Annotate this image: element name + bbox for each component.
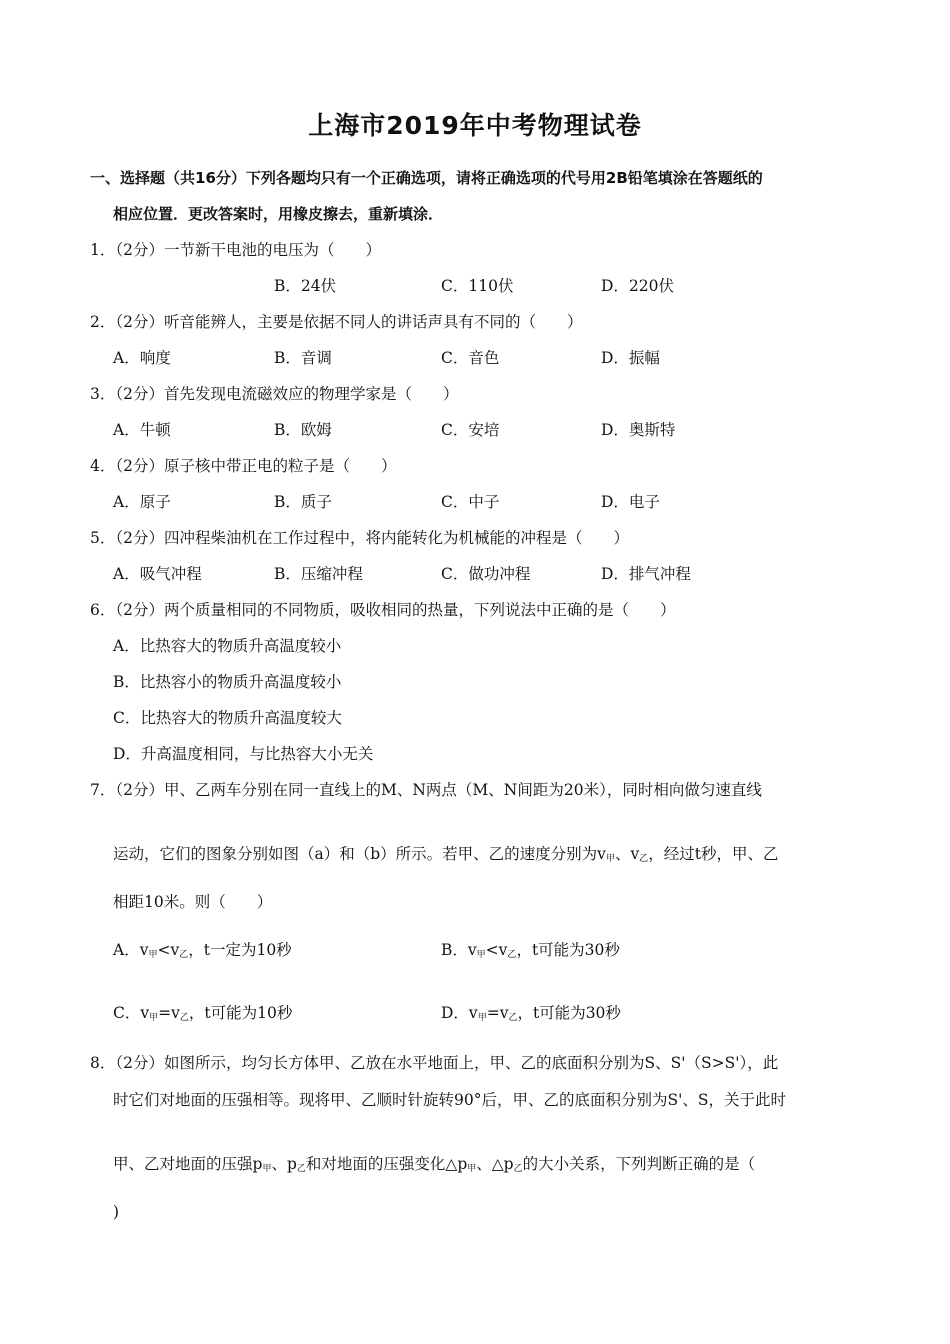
page-title: 上海市2019年中考物理试卷	[308, 111, 642, 140]
question-3-option-b: B．欧姆	[274, 421, 332, 439]
question-1-stem: 1．（2分）一节新干电池的电压为（ ）	[90, 241, 381, 259]
question-4-option-d: D．电子	[601, 493, 660, 511]
question-2-option-a: A．响度	[113, 349, 171, 367]
question-4-option-b: B．质子	[274, 493, 332, 511]
question-1-option-c: C．110伏	[441, 277, 514, 295]
question-7-option-d: D．$v_甲=v_乙$，t可能为30秒	[441, 1004, 621, 1023]
question-4-stem: 4．（2分）原子核中带正电的粒子是（ ）	[90, 457, 397, 475]
question-3-option-d: D．奥斯特	[601, 421, 676, 439]
question-6-option-b: B．比热容小的物质升高温度较小	[113, 673, 342, 691]
question-5-stem: 5．（2分）四冲程柴油机在工作过程中，将内能转化为机械能的冲程是（ ）	[90, 529, 629, 547]
question-7-option-c: C．$v_甲=v_乙$，t可能为10秒	[113, 1004, 293, 1023]
question-2-option-d: D．振幅	[601, 349, 660, 367]
question-8-stem-line-2: 时它们对地面的压强相等。现将甲、乙顺时针旋转90°后，甲、乙的底面积分别为S'、S，关于此时	[113, 1091, 786, 1109]
question-6-option-c: C．比热容大的物质升高温度较大	[113, 709, 342, 727]
question-2-stem: 2．（2分）听音能辨人，主要是依据不同人的讲话声具有不同的（ ）	[90, 313, 583, 331]
question-3-option-a: A．牛顿	[113, 421, 171, 439]
question-8-stem-line-4: )	[113, 1203, 120, 1221]
question-6-option-a: A．比热容大的物质升高温度较小	[113, 637, 342, 655]
question-7-option-b: B．$v_甲<v_乙$，t可能为30秒	[441, 941, 620, 960]
question-4-option-c: C．中子	[441, 493, 500, 511]
question-7-stem-line-3: 相距10米。则（ ）	[113, 893, 273, 911]
question-7-stem-line-2: 运动，它们的图象分别如图（a）和（b）所示。若甲、乙的速度分别为$v_甲$、$v_乙$，经过t秒，甲、乙	[113, 845, 779, 864]
question-1-option-b: B．24伏	[274, 277, 337, 295]
question-7-stem-line-1: 7．（2分）甲、乙两车分别在同一直线上的M、N两点（M、N间距为20米），同时相向做匀速直线	[90, 781, 762, 799]
question-8-stem-line-1: 8．（2分）如图所示，均匀长方体甲、乙放在水平地面上，甲、乙的底面积分别为S、S'（S>S'），此	[90, 1054, 779, 1072]
question-3-option-c: C．安培	[441, 421, 500, 439]
question-2-option-c: C．音色	[441, 349, 500, 367]
question-4-option-a: A．原子	[113, 493, 171, 511]
question-6-stem: 6．（2分）两个质量相同的不同物质，吸收相同的热量，下列说法中正确的是（ ）	[90, 601, 676, 619]
question-1-option-d: D．220伏	[601, 277, 675, 295]
question-5-option-a: A．吸气冲程	[113, 565, 202, 583]
question-6-option-d: D．升高温度相同，与比热容大小无关	[113, 745, 374, 763]
section-instruction-line-2: 相应位置．更改答案时，用橡皮擦去，重新填涂．	[113, 205, 444, 223]
question-2-option-b: B．音调	[274, 349, 332, 367]
question-5-option-b: B．压缩冲程	[274, 565, 363, 583]
question-7-option-a: A．$v_甲<v_乙$，t一定为10秒	[113, 941, 292, 960]
section-instruction-line-1: 一、选择题（共16分）下列各题均只有一个正确选项，请将正确选项的代号用2B铅笔填涂在答题纸的	[90, 169, 763, 187]
question-5-option-d: D．排气冲程	[601, 565, 691, 583]
question-3-stem: 3．（2分）首先发现电流磁效应的物理学家是（ ）	[90, 385, 459, 403]
question-5-option-c: C．做功冲程	[441, 565, 531, 583]
question-8-stem-line-3: 甲、乙对地面的压强$p_甲$、$p_乙$和对地面的压强变化$\triangle p_甲$、$\triangle p_乙$的大小关系，下列判断正确的是（	[113, 1155, 756, 1174]
